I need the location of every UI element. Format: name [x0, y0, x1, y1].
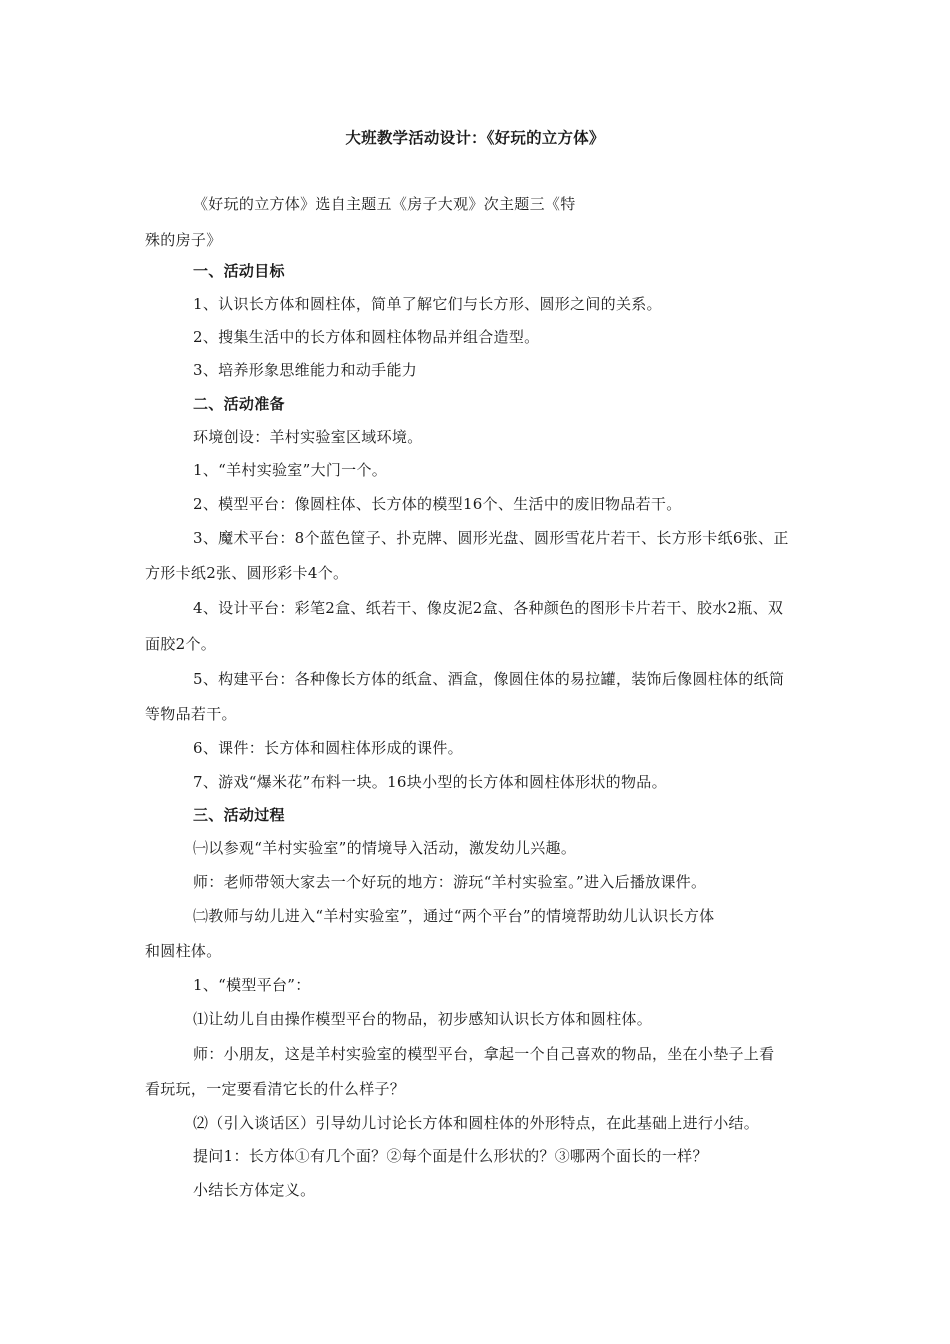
- prep-item-5-line-1: 5、构建平台：各种像长方体的纸盒、酒盒，像圆住体的易拉罐，装饰后像圆柱体的纸筒: [193, 670, 785, 688]
- process-step-2-line-2: 和圆柱体。: [145, 942, 222, 960]
- process-question-1: 提问1：长方体①有几个面？②每个面是什么形状的？③哪两个面长的一样？: [193, 1147, 708, 1165]
- goal-item-3: 3、培养形象思维能力和动手能力: [193, 361, 418, 379]
- process-teacher-line: 师：老师带领大家去一个好玩的地方：游玩“羊村实验室。”进入后播放课件。: [193, 873, 707, 891]
- process-model-platform: 1、“模型平台”：: [193, 976, 311, 994]
- prep-item-3-line-1: 3、魔术平台：8个蓝色筐子、扑克牌、圆形光盘、圆形雪花片若干、长方形卡纸6张、正: [193, 529, 789, 547]
- process-teacher-prompt-line-1: 师：小朋友，这是羊村实验室的模型平台，拿起一个自己喜欢的物品，坐在小垫子上看: [193, 1045, 775, 1063]
- prep-environment: 环境创设：羊村实验室区域环境。: [193, 428, 423, 446]
- process-substep-1: ⑴让幼儿自由操作模型平台的物品，初步感知认识长方体和圆柱体。: [193, 1010, 653, 1028]
- process-step-1: ㈠以参观“羊村实验室”的情境导入活动，激发幼儿兴趣。: [193, 839, 577, 857]
- goal-item-2: 2、搜集生活中的长方体和圆柱体物品并组合造型。: [193, 328, 540, 346]
- section-heading-process: 三、活动过程: [193, 806, 285, 824]
- prep-item-6: 6、课件：长方体和圆柱体形成的课件。: [193, 739, 463, 757]
- prep-item-3-line-2: 方形卡纸2张、圆形彩卡4个。: [145, 564, 349, 582]
- prep-item-2: 2、模型平台：像圆柱体、长方体的模型16个、生活中的废旧物品若干。: [193, 495, 682, 513]
- prep-item-7: 7、游戏“爆米花”布料一块。16块小型的长方体和圆柱体形状的物品。: [193, 773, 667, 791]
- document-title: 大班教学活动设计：《好玩的立方体》: [345, 128, 605, 147]
- process-summary: 小结长方体定义。: [193, 1181, 316, 1199]
- process-step-2-line-1: ㈡教师与幼儿进入“羊村实验室”，通过“两个平台”的情境帮助幼儿认识长方体: [193, 907, 715, 925]
- process-substep-2: ⑵（引入谈话区）引导幼儿讨论长方体和圆柱体的外形特点，在此基础上进行小结。: [193, 1114, 760, 1132]
- goal-item-1: 1、认识长方体和圆柱体，简单了解它们与长方形、圆形之间的关系。: [193, 295, 662, 313]
- intro-line-2: 殊的房子》: [145, 231, 222, 249]
- prep-item-4-line-1: 4、设计平台：彩笔2盒、纸若干、像皮泥2盒、各种颜色的图形卡片若干、胶水2瓶、双: [193, 599, 784, 617]
- section-heading-preparation: 二、活动准备: [193, 395, 285, 413]
- prep-item-5-line-2: 等物品若干。: [145, 705, 237, 723]
- section-heading-goals: 一、活动目标: [193, 262, 285, 280]
- prep-item-4-line-2: 面胶2个。: [145, 635, 217, 653]
- prep-item-1: 1、“羊村实验室”大门一个。: [193, 461, 388, 479]
- intro-line-1: 《好玩的立方体》选自主题五《房子大观》次主题三《特: [193, 195, 576, 213]
- process-teacher-prompt-line-2: 看玩玩，一定要看清它长的什么样子？: [145, 1080, 406, 1098]
